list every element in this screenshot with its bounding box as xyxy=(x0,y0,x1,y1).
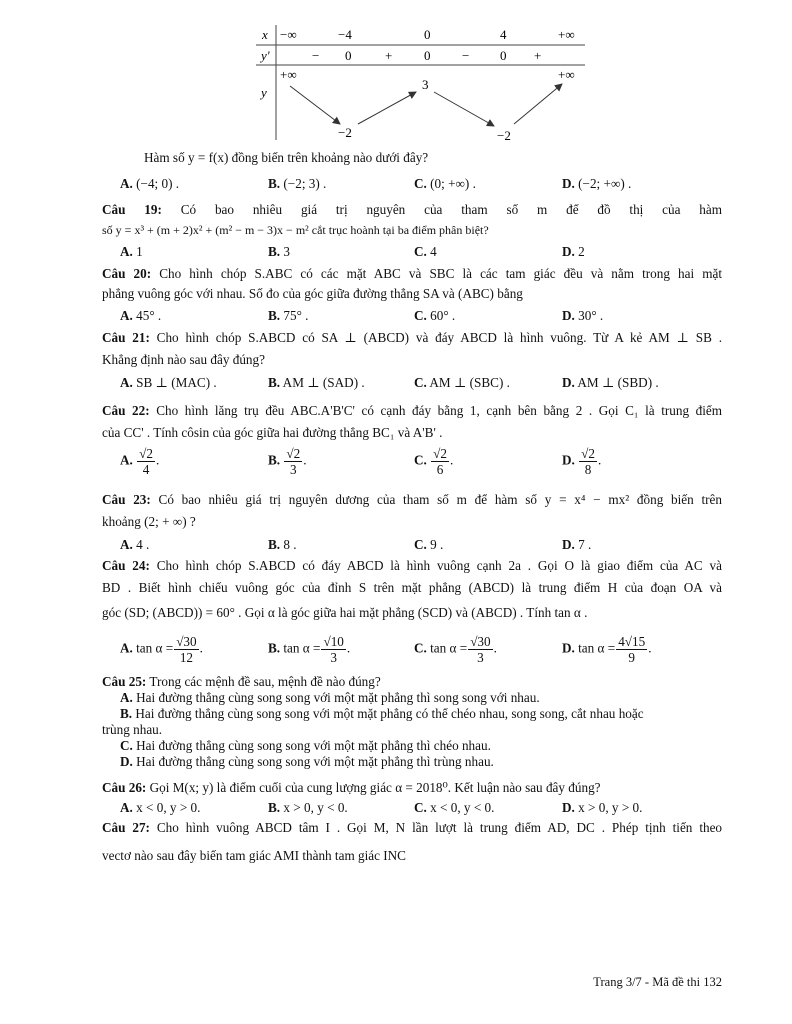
arrow-increase-2 xyxy=(514,84,562,124)
yp-sign-2: + xyxy=(385,48,393,63)
page-footer: Trang 3/7 - Mã đề thi 132 xyxy=(593,975,722,989)
y-value-end: +∞ xyxy=(558,67,575,82)
q21-option-a: A. SB ⊥ (MAC) . xyxy=(120,375,217,390)
yp-zero-3: 0 xyxy=(500,48,507,63)
q23-option-b: B. 8 . xyxy=(268,537,297,552)
x-value-0: 0 xyxy=(424,27,431,42)
q23-option-c: C. 9 . xyxy=(414,537,444,552)
q20-option-a: A. 45° . xyxy=(120,308,162,323)
q19-option-a: A. 1 xyxy=(120,244,143,259)
q21-option-c: C. AM ⊥ (SBC) . xyxy=(414,375,510,390)
y-value-min1: −2 xyxy=(338,125,352,140)
yp-sign-4: + xyxy=(534,48,542,63)
x-value-neg4: −4 xyxy=(338,27,352,42)
yp-zero-1: 0 xyxy=(345,48,352,63)
q24-d-fraction: $\frac{4√15}{9}$ xyxy=(618,634,646,665)
q25-line1: Câu 25: Trong các mệnh đề sau, mệnh đề nào đúng? xyxy=(102,674,381,689)
q20-line1: Câu 20: Cho hình chóp S.ABC có các mặt ABC và SBC là các tam giác đều và nằm trong hai mặt xyxy=(102,266,722,281)
table-y-label: y xyxy=(261,85,267,100)
q24-line2: BD . Biết hình chiếu vuông góc của đỉnh S trên mặt phẳng (ABCD) là trung điểm H của đoạn OA và xyxy=(102,580,722,595)
q26-option-b: B. x > 0, y < 0. xyxy=(268,800,348,815)
q21-option-b: B. AM ⊥ (SAD) . xyxy=(268,375,365,390)
q20-option-c: C. 60° . xyxy=(414,308,456,323)
q20-option-b: B. 75° . xyxy=(268,308,309,323)
q24-line3: góc (SD; (ABCD)) = 60° . Gọi α là góc giữa hai mặt phẳng (SCD) và (ABCD) . Tính tan α . xyxy=(102,605,588,620)
q26-option-c: C. x < 0, y < 0. xyxy=(414,800,495,815)
q27-line2: vectơ nào sau đây biến tam giác AMI thành tam giác INC xyxy=(102,848,406,863)
q21-option-d: D. AM ⊥ (SBD) . xyxy=(562,375,659,390)
y-value-max: 3 xyxy=(422,77,429,92)
q22-line2: của CC' . Tính côsin của góc giữa hai đường thẳng BC₁ và A'B' . xyxy=(102,425,443,440)
q23-line1: Câu 23: Có bao nhiêu giá trị nguyên dương của tham số m để hàm số y = x⁴ − mx² đồng biến trên xyxy=(102,492,722,507)
q22-b-fraction: $\frac{√2}{3}$ xyxy=(286,446,301,477)
q25-option-a: A. Hai đường thẳng cùng song song với một mặt phẳng thì song song với nhau. xyxy=(120,690,540,705)
x-value-neg-inf: −∞ xyxy=(280,27,297,42)
yp-zero-2: 0 xyxy=(424,48,431,63)
q26-option-a: A. x < 0, y > 0. xyxy=(120,800,201,815)
q22-a-fraction: $\frac{√2}{4}$ xyxy=(139,446,153,477)
q23-option-d: D. 7 . xyxy=(562,537,592,552)
q26-line1: Câu 26: Gọi M(x; y) là điểm cuối của cung lượng giác α = 2018⁰. Kết luận nào sau đây đúng? xyxy=(102,780,601,795)
q18-option-c: C. (0; +∞) . xyxy=(414,176,476,191)
q24-option-b: B. tan α = $\frac{√10}{3}$ . xyxy=(268,634,351,665)
q18-option-b: B. (−2; 3) . xyxy=(268,176,327,191)
variation-table xyxy=(0,0,792,150)
q24-option-c: C. tan α = $\frac{√30}{3}$ . xyxy=(414,634,497,665)
q25-option-d: D. Hai đường thẳng cùng song song với một mặt phẳng thì trùng nhau. xyxy=(120,754,494,769)
q24-b-fraction: $\frac{√10}{3}$ xyxy=(323,634,344,665)
q22-option-c: C. $\frac{√2}{6}$ . xyxy=(414,446,454,477)
y-value-start: +∞ xyxy=(280,67,297,82)
q19-option-b: B. 3 xyxy=(268,244,290,259)
q23-option-a: A. 4 . xyxy=(120,537,150,552)
q18-stem: Hàm số y = f(x) đồng biến trên khoảng nào dưới đây? xyxy=(144,150,429,165)
q20-option-d: D. 30° . xyxy=(562,308,604,323)
y-value-min2: −2 xyxy=(497,128,511,143)
q19-option-d: D. 2 xyxy=(562,244,585,259)
x-value-pos-inf: +∞ xyxy=(558,27,575,42)
arrow-increase-1 xyxy=(358,92,416,124)
q22-option-a: A. $\frac{√2}{4}$ . xyxy=(120,446,160,477)
x-value-4: 4 xyxy=(500,27,507,42)
q22-c-fraction: $\frac{√2}{6}$ xyxy=(433,446,447,477)
arrow-decrease-1 xyxy=(290,86,340,124)
yp-sign-3: − xyxy=(462,48,470,63)
q21-line1: Câu 21: Cho hình chóp S.ABCD có SA ⊥ (ABCD) và đáy ABCD là hình vuông. Từ A kẻ AM ⊥ SB . xyxy=(102,330,722,345)
table-x-label: x xyxy=(262,27,268,42)
q22-option-d: D. $\frac{√2}{8}$ . xyxy=(562,446,602,477)
q18-option-a: A. (−4; 0) . xyxy=(120,176,180,191)
q20-line2: phẳng vuông góc với nhau. Số đo của góc giữa đường thẳng SA và (ABC) bằng xyxy=(102,286,523,301)
q25-option-b-cont: trùng nhau. xyxy=(102,722,163,737)
q24-option-d: D. tan α = $\frac{4√15}{9}$ . xyxy=(562,634,652,665)
q19-option-c: C. 4 xyxy=(414,244,437,259)
q24-line1: Câu 24: Cho hình chóp S.ABCD có đáy ABCD là hình vuông cạnh 2a . Gọi O là giao điểm của AC và xyxy=(102,558,723,573)
arrow-decrease-2 xyxy=(434,92,494,126)
q24-a-fraction: $\frac{√30}{12}$ xyxy=(176,634,197,665)
q19-line2: số y = x³ + (m + 2)x² + (m² − m − 3)x − m² cắt trục hoành tại ba điểm phân biệt? xyxy=(102,223,489,237)
q19-line1: Câu 19: Có bao nhiêu giá trị nguyên của tham số m để đồ thị của hàm xyxy=(102,202,723,217)
q25-option-c: C. Hai đường thẳng cùng song song với một mặt phẳng thì chéo nhau. xyxy=(120,738,491,753)
yp-sign-1: − xyxy=(312,48,320,63)
q22-line1: Câu 22: Cho hình lăng trụ đều ABC.A'B'C' có cạnh đáy bằng 1, cạnh bên bằng 2 . Gọi C₁ là trung điểm xyxy=(102,403,723,418)
q24-c-fraction: $\frac{√30}{3}$ xyxy=(470,634,491,665)
q24-option-a: A. tan α = $\frac{√30}{12}$ . xyxy=(120,634,203,665)
q26-option-d: D. x > 0, y > 0. xyxy=(562,800,643,815)
q25-option-b: B. Hai đường thẳng cùng song song với một mặt phẳng có thể chéo nhau, song song, cắt nhau hoặc xyxy=(120,706,644,721)
q18-option-d: D. (−2; +∞) . xyxy=(562,176,632,191)
q27-line1: Câu 27: Cho hình vuông ABCD tâm I . Gọi M, N lần lượt là trung điểm AD, DC . Phép tịnh tiến theo xyxy=(102,820,723,835)
q22-option-b: B. $\frac{√2}{3}$ . xyxy=(268,446,307,477)
q21-line2: Khẳng định nào sau đây đúng? xyxy=(102,352,265,367)
q23-line2: khoảng (2; + ∞) ? xyxy=(102,514,196,529)
table-yp-label: y' xyxy=(261,48,270,63)
q22-d-fraction: $\frac{√2}{8}$ xyxy=(581,446,595,477)
